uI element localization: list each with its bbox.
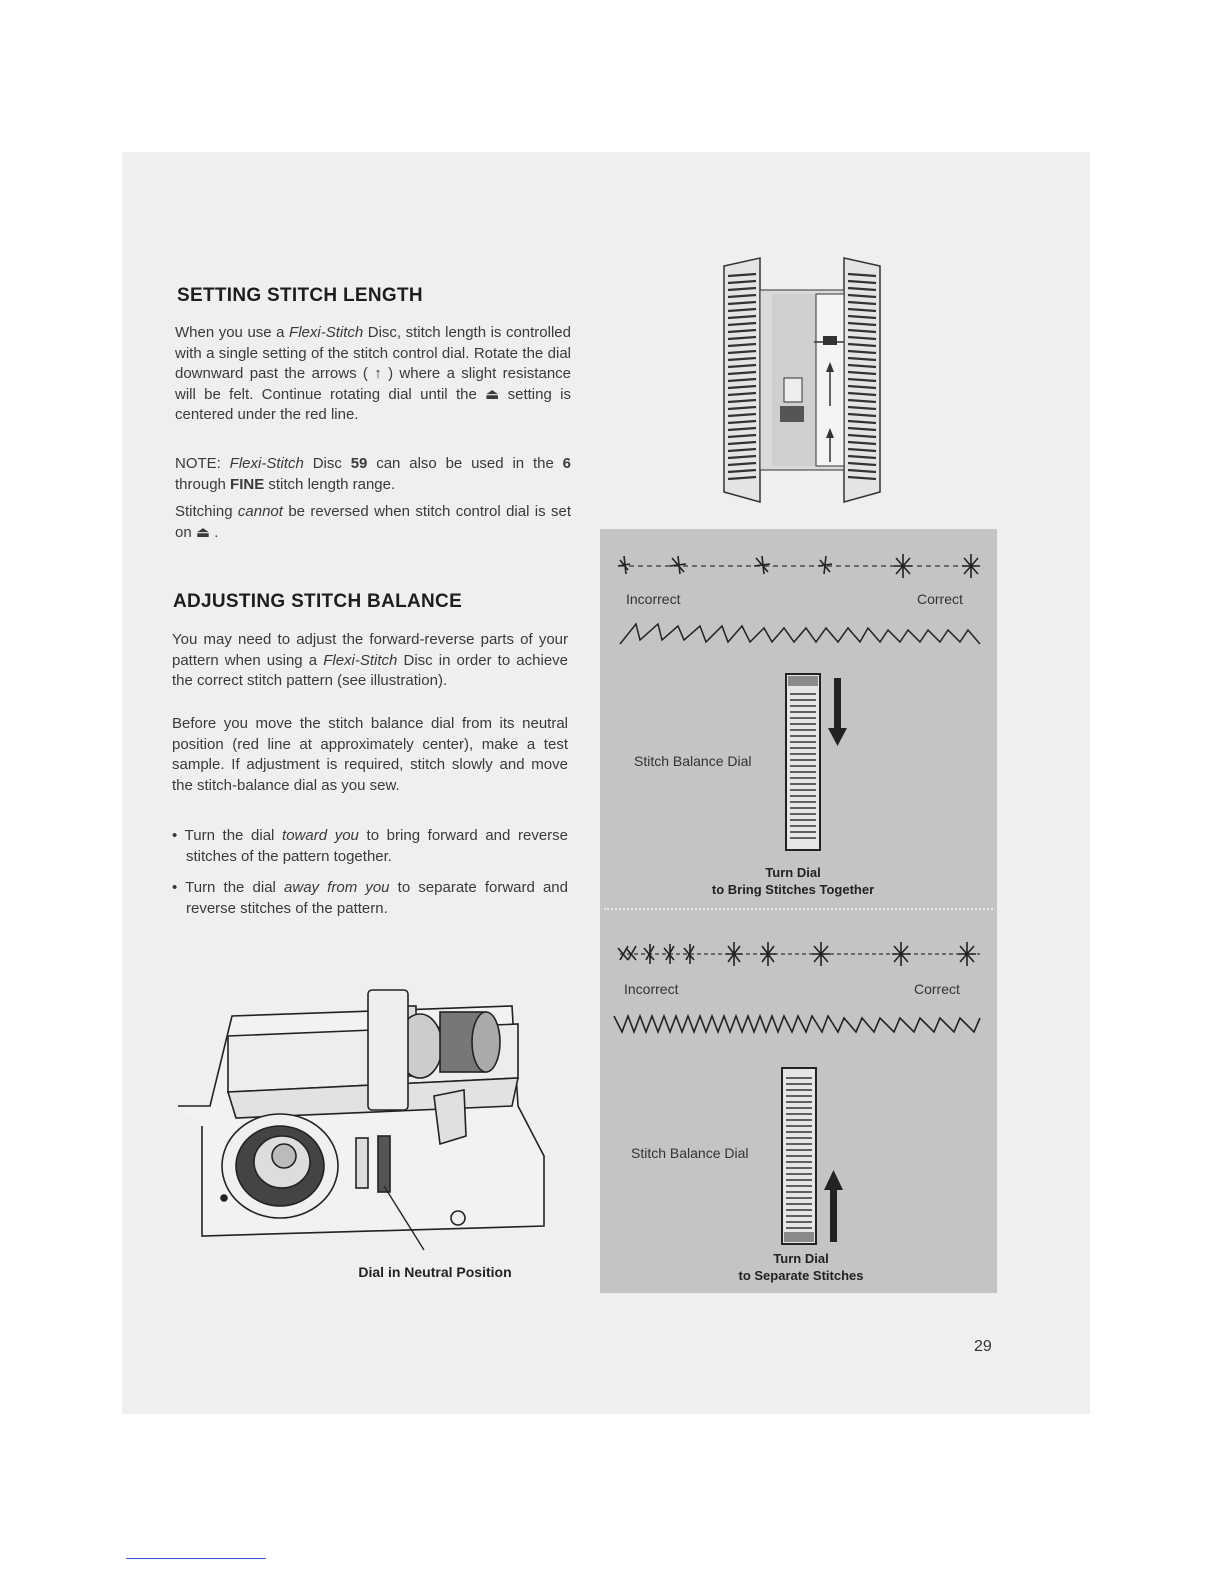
overlapped-stitch-sample-bottom — [614, 936, 986, 972]
top-zigzag-sample — [618, 614, 986, 654]
bottom-dial-label: Stitch Balance Dial — [631, 1145, 749, 1161]
panel-divider — [604, 908, 993, 910]
adjusting-stitch-balance-heading: ADJUSTING STITCH BALANCE — [173, 591, 463, 612]
stitch-balance-dial-top — [784, 672, 854, 852]
down-arrow-shaft — [834, 678, 841, 732]
separated-stitch-sample-top — [614, 548, 986, 584]
bullet-toward-you: • Turn the dial toward you to bring forward and reverse stitches of the pattern together. — [172, 827, 569, 865]
top-correct-label: Correct — [917, 591, 963, 607]
top-dial-label: Stitch Balance Dial — [634, 753, 752, 769]
bottom-dial-caption: Turn Dial to Separate Stitches — [738, 1251, 864, 1283]
setting-stitch-length-paragraph: When you use a Flexi-Stitch Disc, stitch length is controlled with a single setting of the stitch control dial. Rotate the dial downward past the arrows ( ↑ ) where a slight resistance will be felt. Continue rotating dial until the ⏏ setting is centered under the red line. — [175, 324, 571, 423]
setting-stitch-length-heading: SETTING STITCH LENGTH — [177, 285, 423, 306]
down-arrow-icon — [828, 728, 847, 746]
bullet-away-from-you: • Turn the dial away from you to separate forward and reverse stitches of the pattern. — [172, 879, 568, 917]
footer-rule — [126, 1558, 266, 1559]
up-arrow-shaft — [830, 1188, 837, 1242]
stitch-length-dial-illustration — [720, 256, 884, 504]
up-arrow-icon — [824, 1170, 843, 1190]
bottom-zigzag-sample — [612, 1006, 988, 1042]
sewing-machine-illustration — [172, 986, 552, 1258]
balance-intro-paragraph: You may need to adjust the forward-reverse parts of your pattern when using a Flexi-Stitch Disc in order to achieve the correct stitch pattern (see illustration). — [172, 631, 569, 689]
page-number: 29 — [974, 1338, 992, 1355]
bottom-correct-label: Correct — [914, 981, 960, 997]
stitch-balance-dial-bottom — [780, 1066, 850, 1248]
top-dial-caption: Turn Dial to Bring Stitches Together — [711, 865, 875, 897]
reverse-note-paragraph: Stitching cannot be reversed when stitch control dial is set on ⏏ . — [175, 503, 572, 541]
note-paragraph: NOTE: Flexi-Stitch Disc 59 can also be used in the 6 through FINE stitch length range. — [175, 455, 571, 493]
neutral-position-caption: Dial in Neutral Position — [358, 1264, 512, 1280]
balance-instructions-paragraph: Before you move the stitch balance dial from its neutral position (red line at approximately center), make a test sample. If adjustment is required, stitch slowly and move the stitch-balance dial as you sew. — [172, 715, 568, 794]
bottom-incorrect-label: Incorrect — [624, 981, 679, 997]
top-incorrect-label: Incorrect — [626, 591, 681, 607]
